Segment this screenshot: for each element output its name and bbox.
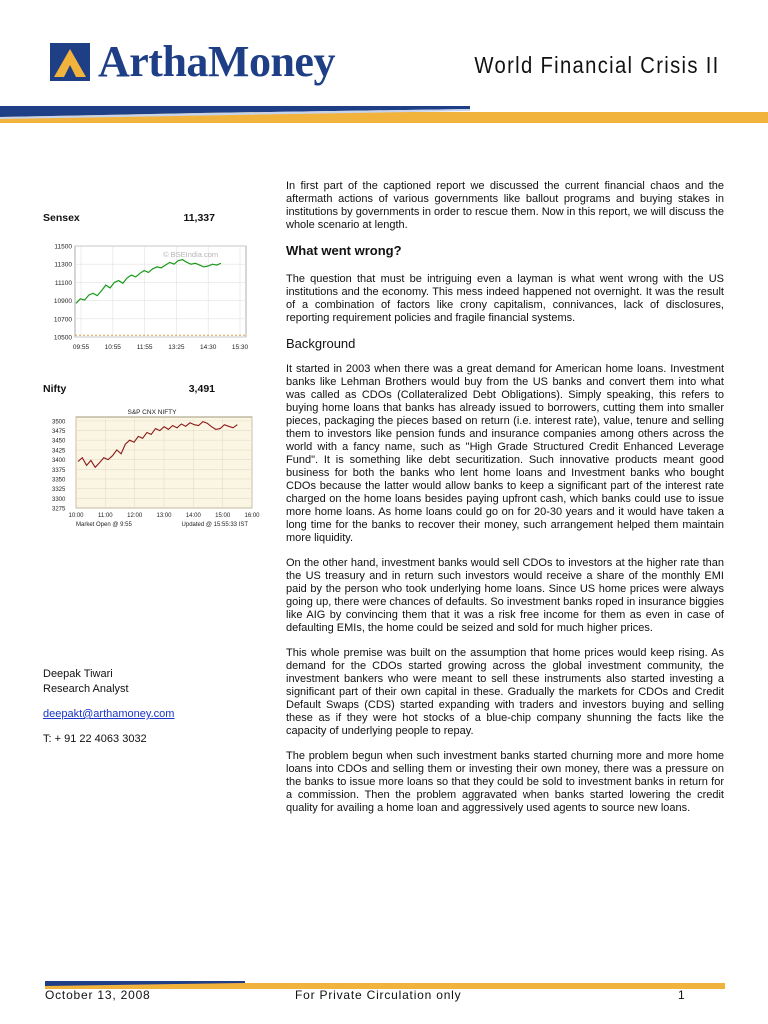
paragraph-1: The question that must be intriguing even a layman is what went wrong with the US institutions and the economy. This mess indeed happened not overnight. It was the result of a combination of factors like crony capitalism, connivances, lack of disclosures, reporting requirement policies and fragile financial systems.	[286, 273, 724, 324]
nifty-y-tick: 3450	[52, 438, 66, 445]
nifty-x-tick: 11:00	[98, 513, 113, 519]
brand-name: ArthaMoney	[98, 37, 335, 86]
sensex-chart	[43, 240, 253, 363]
analyst-phone: T: + 91 22 4063 3032	[43, 733, 147, 745]
sensex-chart-svg	[43, 240, 253, 358]
footer-date: October 13, 2008	[45, 988, 151, 1002]
section-heading: What went wrong?	[286, 243, 402, 258]
nifty-y-tick: 3400	[52, 458, 66, 465]
sensex-x-tick: 14:30	[200, 344, 217, 351]
sensex-stat	[43, 212, 253, 224]
sensex-y-tick: 11300	[54, 261, 72, 269]
nifty-x-tick: 15:00	[215, 513, 231, 519]
header-band	[0, 106, 768, 123]
sensex-watermark: © BSEIndia.com	[163, 250, 219, 259]
nifty-x-tick: 12:00	[127, 513, 143, 519]
sensex-x-tick: 09:55	[72, 344, 90, 351]
nifty-value: 3,491	[188, 383, 215, 395]
nifty-updated: Updated @ 15:55:33 IST	[181, 522, 248, 528]
analyst-info	[43, 667, 174, 747]
nifty-chart	[48, 405, 260, 536]
footer-band	[45, 976, 725, 984]
sensex-y-tick: 11500	[54, 243, 72, 251]
nifty-x-tick: 10:00	[68, 513, 84, 519]
analyst-email-link[interactable]: deepakt@arthamoney.com	[43, 708, 175, 720]
nifty-market-open: Market Open @ 9:55	[76, 522, 132, 528]
logo-mark-icon	[50, 43, 90, 81]
sensex-label: Sensex	[43, 212, 80, 224]
intro-paragraph: In first part of the captioned report we discussed the current financial chaos and the aftermath actions of various governments like ballout programs and buying stakes in institutions by governments in order to rescue them. Now in this report, we will discuss the whole scenario at length.	[286, 180, 724, 231]
background-heading: Background	[286, 336, 356, 351]
sensex-x-tick: 10:55	[104, 344, 121, 351]
nifty-x-tick: 16:00	[244, 513, 260, 519]
paragraph-3: On the other hand, investment banks would sell CDOs to investors at the higher rate than the US treasury and in return such investors would receive a share of the monthly EMI paid by the person who took underlying home loans. Since US home prices were always going up, there were chances of defaults. So investment banks roped in insurance biggies like AIG by convincing them that it was a risk free income for them as even in case of defaulting EMIs, the home could be seized and sold for much higher prices.	[286, 557, 724, 634]
sensex-y-tick: 10700	[53, 316, 72, 324]
analyst-role: Research Analyst	[43, 683, 129, 695]
paragraph-4: This whole premise was built on the assumption that home prices would keep rising. As demand for the CDOs started growing across the global investment community, the investment bankers who were meant to sell these instruments also started investing a significant part of their own capital in these. Gradually the markets for CDOs and Credit Default Swaps (CDS) started expanding with traders and investors buying and selling these as if they were hot stocks of a blue-chip company shunning the facts like the capacity of underlying people to repay.	[286, 647, 724, 737]
nifty-y-tick: 3275	[52, 506, 66, 513]
nifty-y-tick: 3500	[52, 419, 66, 426]
sensex-y-tick: 10500	[53, 334, 72, 342]
nifty-y-tick: 3475	[52, 429, 66, 436]
sensex-value: 11,337	[183, 212, 215, 224]
footer-circulation: For Private Circulation only	[295, 988, 462, 1002]
paragraph-5: The problem begun when such investment banks started churning more and more home loans into CDOs and selling them or investing their own money, there was a pressure on the banks to issue more loans so that they could be sold to investment banks in return for a commission. Then the problem aggravated when banks started lowering the credit quality for availing a home loan and aggressively used agents to source new loans.	[286, 750, 724, 814]
nifty-y-tick: 3425	[52, 448, 66, 455]
sensex-x-tick: 13:25	[168, 344, 185, 351]
nifty-chart-svg	[48, 405, 260, 531]
nifty-label: Nifty	[43, 383, 67, 395]
report-title: World Financial Crisis II	[474, 52, 720, 78]
brand-logo	[50, 37, 335, 86]
nifty-stat	[43, 383, 253, 395]
nifty-y-tick: 3325	[52, 487, 66, 494]
nifty-x-tick: 14:00	[185, 513, 201, 519]
paragraph-2: It started in 2003 when there was a great demand for American home loans. Investment banks like Lehman Brothers would buy from the US banks and convert them into what was called as CDOs (Collateralized Debt Obligations). Simply speaking, this refers to buying home loans that banks has already issued to borrowers, cutting them into smaller pieces, packaging the pieces based on return (i.e. interest rate), value, tenure and selling them to investors like pension funds and insurance companies among others across the world with a fancy name, such as "High Grade Structured Credit Enhanced Leverage Fund". It is something like debt securitization. Such innovative products meant good business for both the banks who lent home loans and Investment banks who bought CDOs because the latter would allow banks to keep a significant part of the interest rate charged on the home loans besides paying upfront cash, which banks could use to issue more home loans. As home loans could go on for 20-30 years and it would have taken a long time for the banks to recover their money, such arrangement helped them maintain more liquidity.	[286, 363, 724, 544]
analyst-name: Deepak Tiwari	[43, 668, 113, 680]
sensex-y-tick: 11100	[54, 279, 72, 287]
nifty-y-tick: 3350	[52, 477, 66, 484]
nifty-x-tick: 13:00	[156, 513, 172, 519]
sensex-x-tick: 15:30	[231, 344, 249, 351]
sensex-y-tick: 10900	[53, 298, 72, 306]
nifty-chart-title: S&P CNX NIFTY	[127, 409, 177, 416]
footer-page-number: 1	[678, 988, 686, 1002]
report-body	[286, 180, 724, 827]
sensex-x-tick: 11:55	[136, 344, 153, 351]
nifty-y-tick: 3300	[52, 496, 66, 503]
nifty-y-tick: 3375	[52, 467, 66, 474]
